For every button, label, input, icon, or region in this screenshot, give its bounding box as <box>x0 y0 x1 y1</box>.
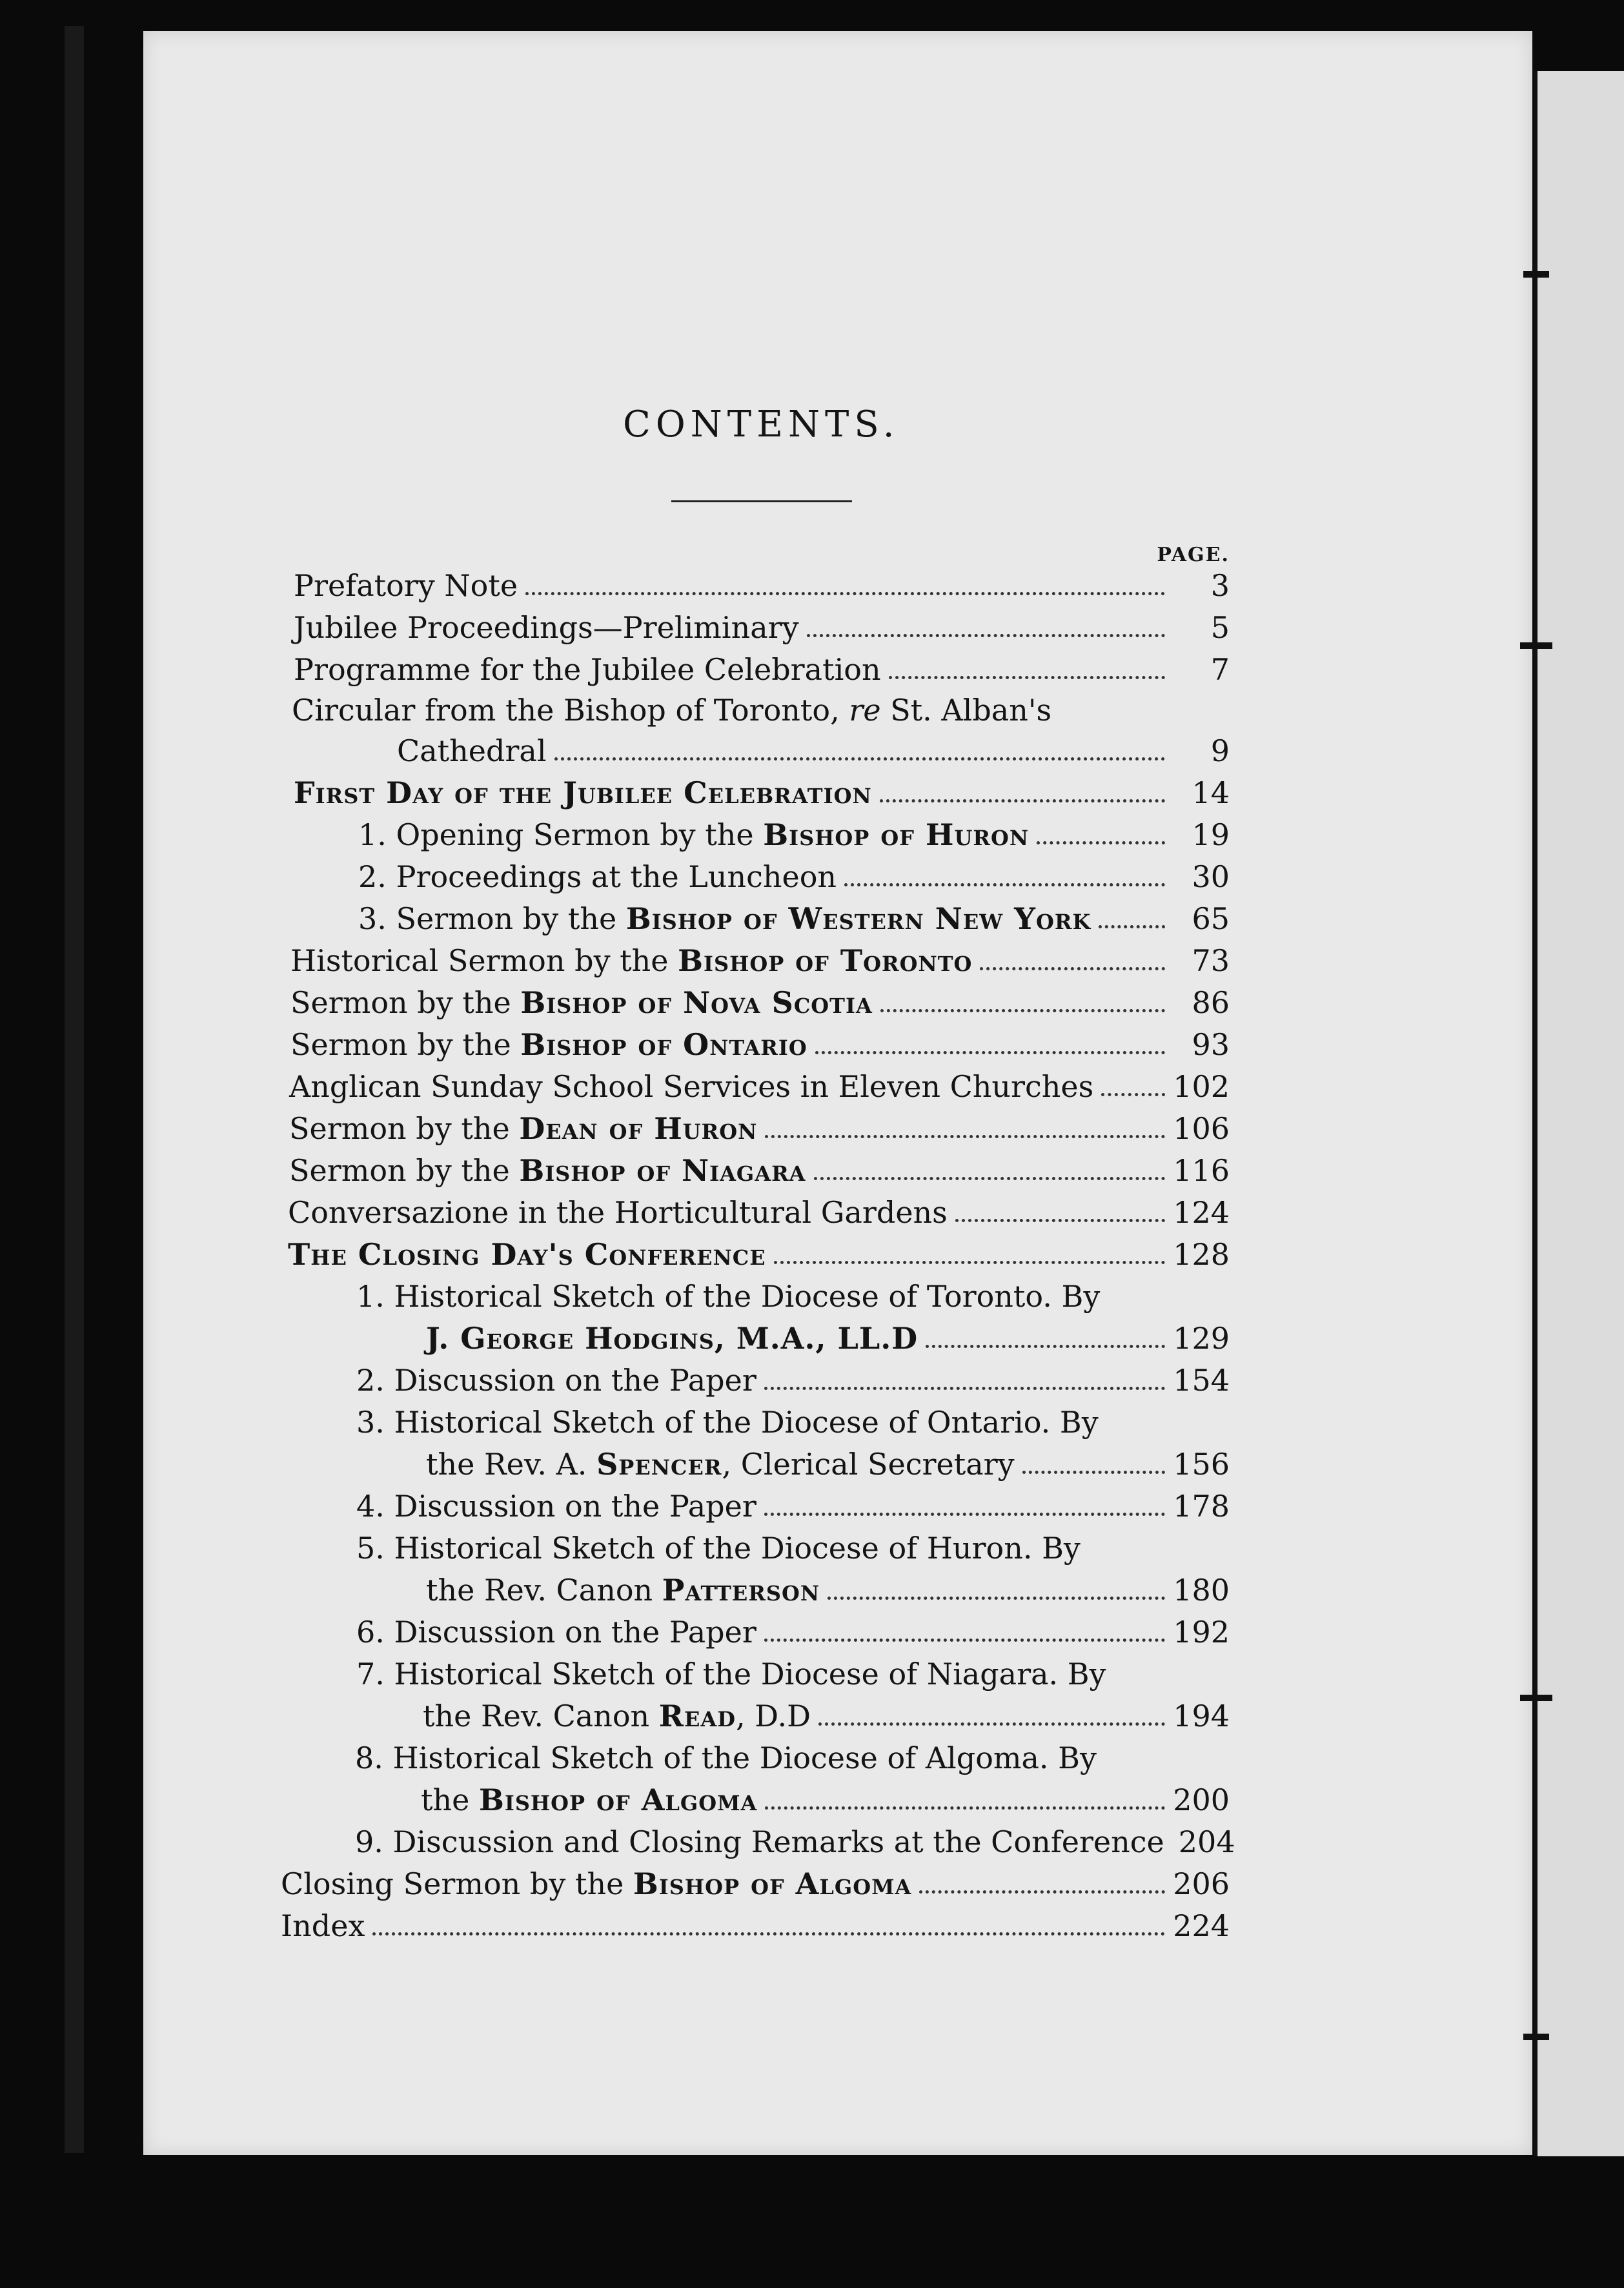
toc-entry: Sermon by the Dean of Huron 106 <box>289 1111 1230 1146</box>
binding-stitch <box>1523 2034 1549 2040</box>
scan-left-edge <box>65 26 84 2153</box>
book-gutter <box>1534 71 1624 2156</box>
page-column-header: PAGE. <box>1157 544 1230 566</box>
toc-entry: 3. Sermon by the Bishop of Western New York 65 <box>358 901 1230 936</box>
toc-entry: The Closing Day's Conference 128 <box>288 1237 1230 1272</box>
toc-entry: 1. Historical Sketch of the Diocese of Toronto. By <box>356 1279 1101 1314</box>
binding-stitch <box>1520 1695 1552 1701</box>
toc-entry: Sermon by the Bishop of Ontario 93 <box>290 1027 1230 1062</box>
toc-entry: Anglican Sunday School Services in Eleven Churches 102 <box>289 1069 1230 1104</box>
title-rule <box>671 500 852 502</box>
toc-entry: Historical Sermon by the Bishop of Toronto 73 <box>290 943 1230 978</box>
toc-entry: Conversazione in the Horticultural Gardens 124 <box>288 1195 1230 1230</box>
toc-entry: Sermon by the Bishop of Nova Scotia 86 <box>290 985 1230 1020</box>
toc-entry: Closing Sermon by the Bishop of Algoma 206 <box>281 1866 1230 1901</box>
toc-entry: 5. Historical Sketch of the Diocese of Huron. By <box>356 1531 1081 1566</box>
toc-entry: 9. Discussion and Closing Remarks at the Conference 204 <box>355 1824 1235 1859</box>
toc-entry: 2. Discussion on the Paper 154 <box>356 1363 1230 1398</box>
toc-entry: 3. Historical Sketch of the Diocese of Ontario. By <box>356 1405 1099 1440</box>
toc-entry: Prefatory Note 3 <box>294 568 1230 603</box>
toc-entry: Circular from the Bishop of Toronto, re St. Alban's <box>292 693 1052 728</box>
binding-stitch <box>1520 642 1552 649</box>
toc-entry: J. George Hodgins, M.A., LL.D 129 <box>426 1321 1230 1356</box>
toc-entry: 6. Discussion on the Paper 192 <box>356 1615 1230 1650</box>
toc-entry: 8. Historical Sketch of the Diocese of Algoma. By <box>355 1741 1097 1775</box>
toc-entry: the Rev. Canon Read, D.D 194 <box>423 1699 1230 1733</box>
binding-line <box>1534 71 1538 2156</box>
toc-entry: the Rev. Canon Patterson 180 <box>426 1573 1230 1608</box>
toc-entry: Jubilee Proceedings—Preliminary 5 <box>294 610 1230 645</box>
page-title: CONTENTS. <box>623 403 900 445</box>
toc-entry: Index 224 <box>281 1908 1230 1943</box>
toc-entry: Sermon by the Bishop of Niagara 116 <box>289 1153 1230 1188</box>
toc-entry: the Rev. A. Spencer, Clerical Secretary 156 <box>426 1447 1230 1482</box>
toc-entry: Programme for the Jubilee Celebration 7 <box>294 652 1230 687</box>
toc-entry: 4. Discussion on the Paper 178 <box>356 1489 1230 1524</box>
toc-entry: First Day of the Jubilee Celebration 14 <box>294 775 1230 810</box>
toc-entry: 7. Historical Sketch of the Diocese of Niagara. By <box>356 1657 1106 1691</box>
toc-entry: the Bishop of Algoma 200 <box>421 1782 1230 1817</box>
toc-entry: 2. Proceedings at the Luncheon 30 <box>358 859 1230 894</box>
toc-entry: 1. Opening Sermon by the Bishop of Huron 19 <box>358 817 1230 852</box>
binding-stitch <box>1523 271 1549 278</box>
toc-entry: Cathedral 9 <box>397 733 1230 768</box>
